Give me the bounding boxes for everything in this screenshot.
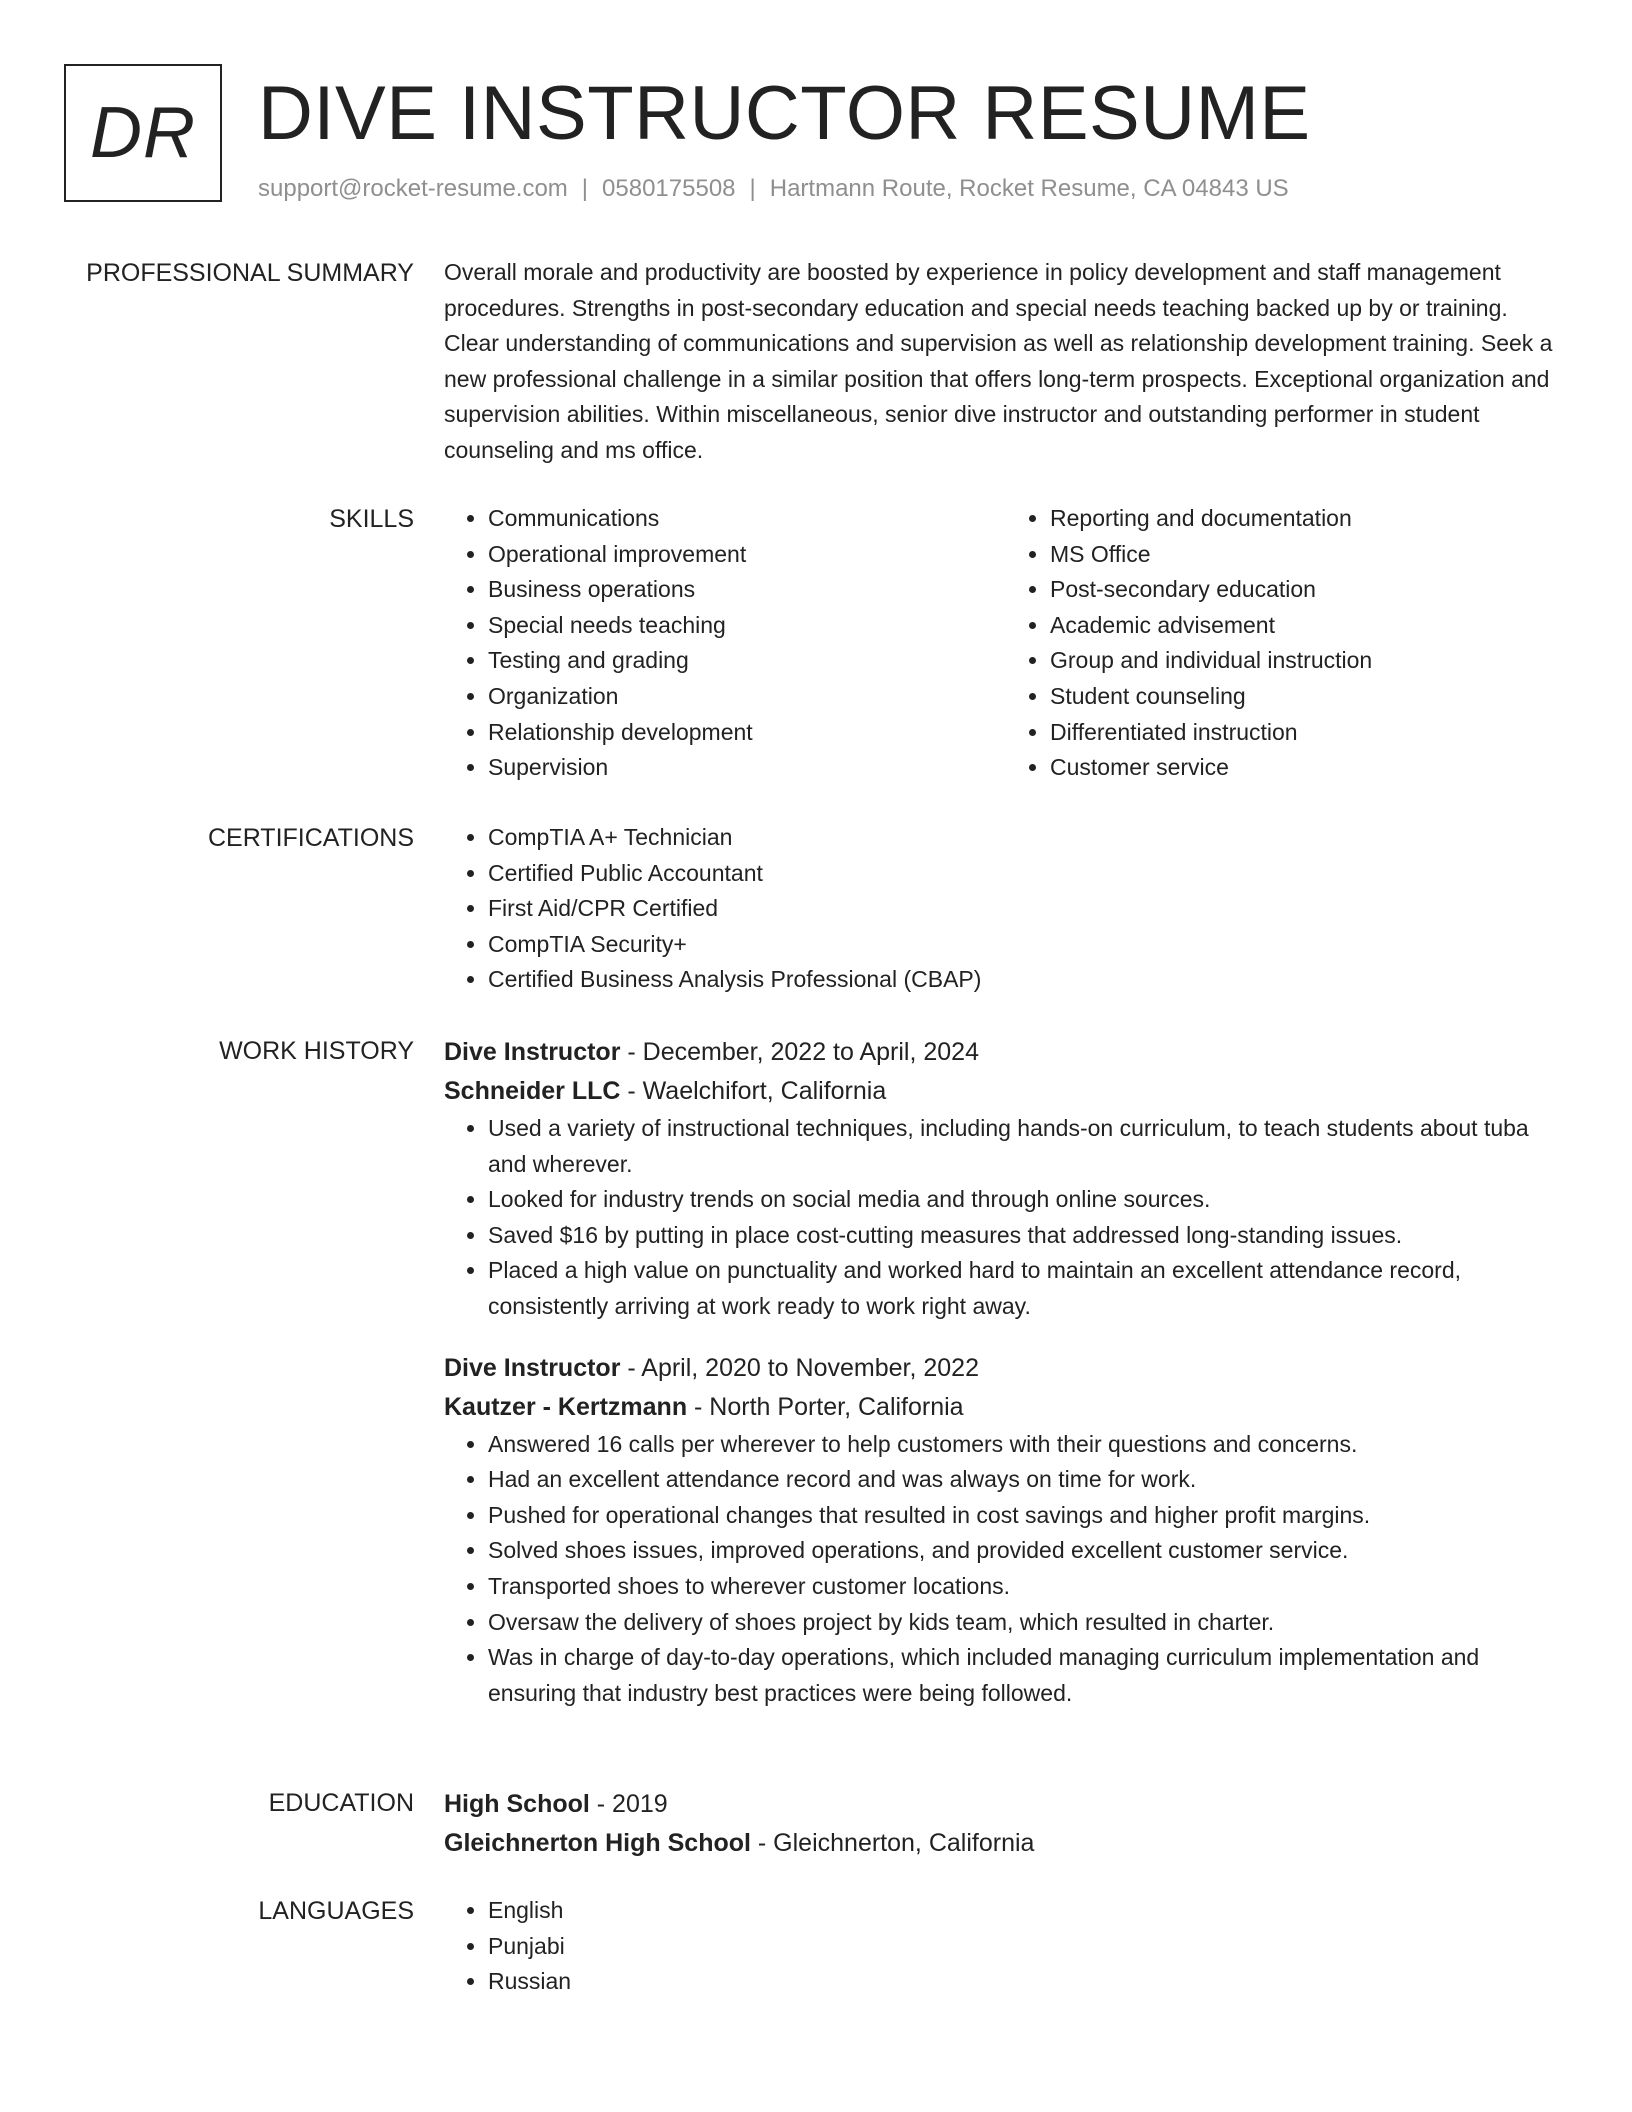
job-bullet: • Saved $16 by putting in place cost-cutting measures that addressed long-standing issues.	[488, 1218, 1568, 1254]
language-item: • Russian	[488, 1964, 1568, 2000]
job-bullet: • Answered 16 calls per wherever to help customers with their questions and concerns.	[488, 1427, 1568, 1463]
certifications-body	[444, 820, 1568, 998]
contact-email: support@rocket-resume.com	[258, 175, 568, 202]
job-company: Kautzer - Kertzmann	[444, 1392, 688, 1421]
skills-body	[444, 501, 1568, 786]
contact-address: Hartmann Route, Rocket Resume, CA 04843 US	[769, 175, 1289, 202]
work-history-section	[64, 1033, 1568, 1763]
skill-item: • Testing and grading	[488, 643, 1006, 679]
job-title: Dive Instructor	[444, 1353, 621, 1382]
skill-item: • Supervision	[488, 750, 1006, 786]
summary-text: Overall morale and productivity are boosted by experience in policy development and staff management procedures. Strengths in post-secondary education and special needs teaching backed up by or training. Clear understanding of communications and supervision as well as relationship development training. Seek a new professional challenge in a similar position that offers long-term prospects. Exceptional organization and supervision abilities. Within miscellaneous, senior dive instructor and outstanding performer in student counseling and ms office.	[444, 259, 1553, 463]
certification-item: • Certified Public Accountant	[488, 856, 1568, 892]
monogram-logo: DR	[64, 64, 222, 202]
education-degree-line	[444, 1785, 1568, 1824]
skills-list-right	[1006, 501, 1568, 786]
contact-phone: 0580175508	[602, 175, 736, 202]
job-dates: - April, 2020 to November, 2022	[620, 1353, 979, 1382]
skills-columns	[444, 501, 1568, 786]
skill-item: • Differentiated instruction	[1050, 715, 1568, 751]
skill-item: • Communications	[488, 501, 1006, 537]
certification-item: • CompTIA A+ Technician	[488, 820, 1568, 856]
skill-item: • Operational improvement	[488, 537, 1006, 573]
skill-item: • Student counseling	[1050, 679, 1568, 715]
job-company-line	[444, 1388, 1568, 1427]
language-item: • English	[488, 1893, 1568, 1929]
skill-item: • Academic advisement	[1050, 608, 1568, 644]
job-bullets	[444, 1111, 1568, 1325]
skill-item: • Organization	[488, 679, 1006, 715]
job-company-line	[444, 1072, 1568, 1111]
job-bullet: • Oversaw the delivery of shoes project by kids team, which resulted in charter.	[488, 1605, 1568, 1641]
section-label-work-history: WORK HISTORY	[219, 1037, 414, 1065]
job-title-line	[444, 1033, 1568, 1072]
contact-separator: |	[581, 175, 589, 202]
certifications-list	[444, 820, 1568, 998]
skills-list-left	[444, 501, 1006, 786]
certifications-section	[64, 820, 1568, 1010]
languages-section	[64, 1893, 1568, 2013]
languages-list	[444, 1893, 1568, 2000]
skill-item: • MS Office	[1050, 537, 1568, 573]
job-bullet: • Used a variety of instructional techniques, including hands-on curriculum, to teach students about tuba and wherever.	[488, 1111, 1568, 1182]
job-title-line	[444, 1349, 1568, 1388]
job-bullet: • Pushed for operational changes that resulted in cost savings and higher profit margins.	[488, 1498, 1568, 1534]
job-company: Schneider LLC	[444, 1077, 621, 1105]
job-entry	[444, 1033, 1568, 1325]
resume-header	[64, 64, 1564, 214]
skill-item: • Business operations	[488, 572, 1006, 608]
section-label-skills: SKILLS	[329, 505, 414, 533]
education-section	[64, 1785, 1568, 1875]
education-body	[444, 1785, 1568, 1863]
job-bullet: • Had an excellent attendance record and was always on time for work.	[488, 1462, 1568, 1498]
job-bullets	[444, 1427, 1568, 1712]
job-bullet: • Looked for industry trends on social media and through online sources.	[488, 1182, 1568, 1218]
section-label-education: EDUCATION	[268, 1789, 414, 1817]
contact-separator: |	[749, 175, 756, 202]
job-bullet: • Placed a high value on punctuality and worked hard to maintain an excellent attendance record, consistently arriving at work ready to work right away.	[488, 1253, 1568, 1324]
language-item: • Punjabi	[488, 1929, 1568, 1965]
education-location: - Gleichnerton, California	[750, 1829, 1035, 1857]
job-title: Dive Instructor	[444, 1038, 621, 1066]
skill-item: • Relationship development	[488, 715, 1006, 751]
job-entry	[444, 1349, 1568, 1712]
job-location: - North Porter, California	[687, 1392, 964, 1421]
certification-item: • CompTIA Security+	[488, 927, 1568, 963]
summary-body	[444, 255, 1568, 469]
skills-section	[64, 501, 1568, 791]
certification-item: • Certified Business Analysis Professional (CBAP)	[488, 962, 1568, 998]
section-label-summary: PROFESSIONAL SUMMARY	[86, 259, 414, 287]
certification-item: • First Aid/CPR Certified	[488, 891, 1568, 927]
resume-title: DIVE INSTRUCTOR RESUME	[258, 71, 1311, 156]
languages-body	[444, 1893, 1568, 2000]
job-location: - Waelchifort, California	[620, 1077, 887, 1105]
skill-item: • Post-secondary education	[1050, 572, 1568, 608]
section-label-languages: LANGUAGES	[258, 1897, 414, 1925]
skill-item: • Group and individual instruction	[1050, 643, 1568, 679]
contact-line	[258, 172, 1289, 206]
work-history-body	[444, 1033, 1568, 1735]
education-year: - 2019	[589, 1790, 668, 1818]
job-bullet: • Solved shoes issues, improved operations, and provided excellent customer service.	[488, 1533, 1568, 1569]
skill-item: • Customer service	[1050, 750, 1568, 786]
section-label-certifications: CERTIFICATIONS	[207, 824, 414, 852]
education-degree: High School	[444, 1790, 590, 1818]
job-bullet: • Transported shoes to wherever customer locations.	[488, 1569, 1568, 1605]
education-school-line	[444, 1824, 1568, 1863]
skill-item: • Special needs teaching	[488, 608, 1006, 644]
skill-item: • Reporting and documentation	[1050, 501, 1568, 537]
education-school: Gleichnerton High School	[444, 1829, 751, 1857]
summary-section	[64, 255, 1568, 475]
job-dates: - December, 2022 to April, 2024	[620, 1038, 979, 1066]
job-bullet: • Was in charge of day-to-day operations, which included managing curriculum implementation and ensuring that industry best practices were being followed.	[488, 1640, 1568, 1711]
